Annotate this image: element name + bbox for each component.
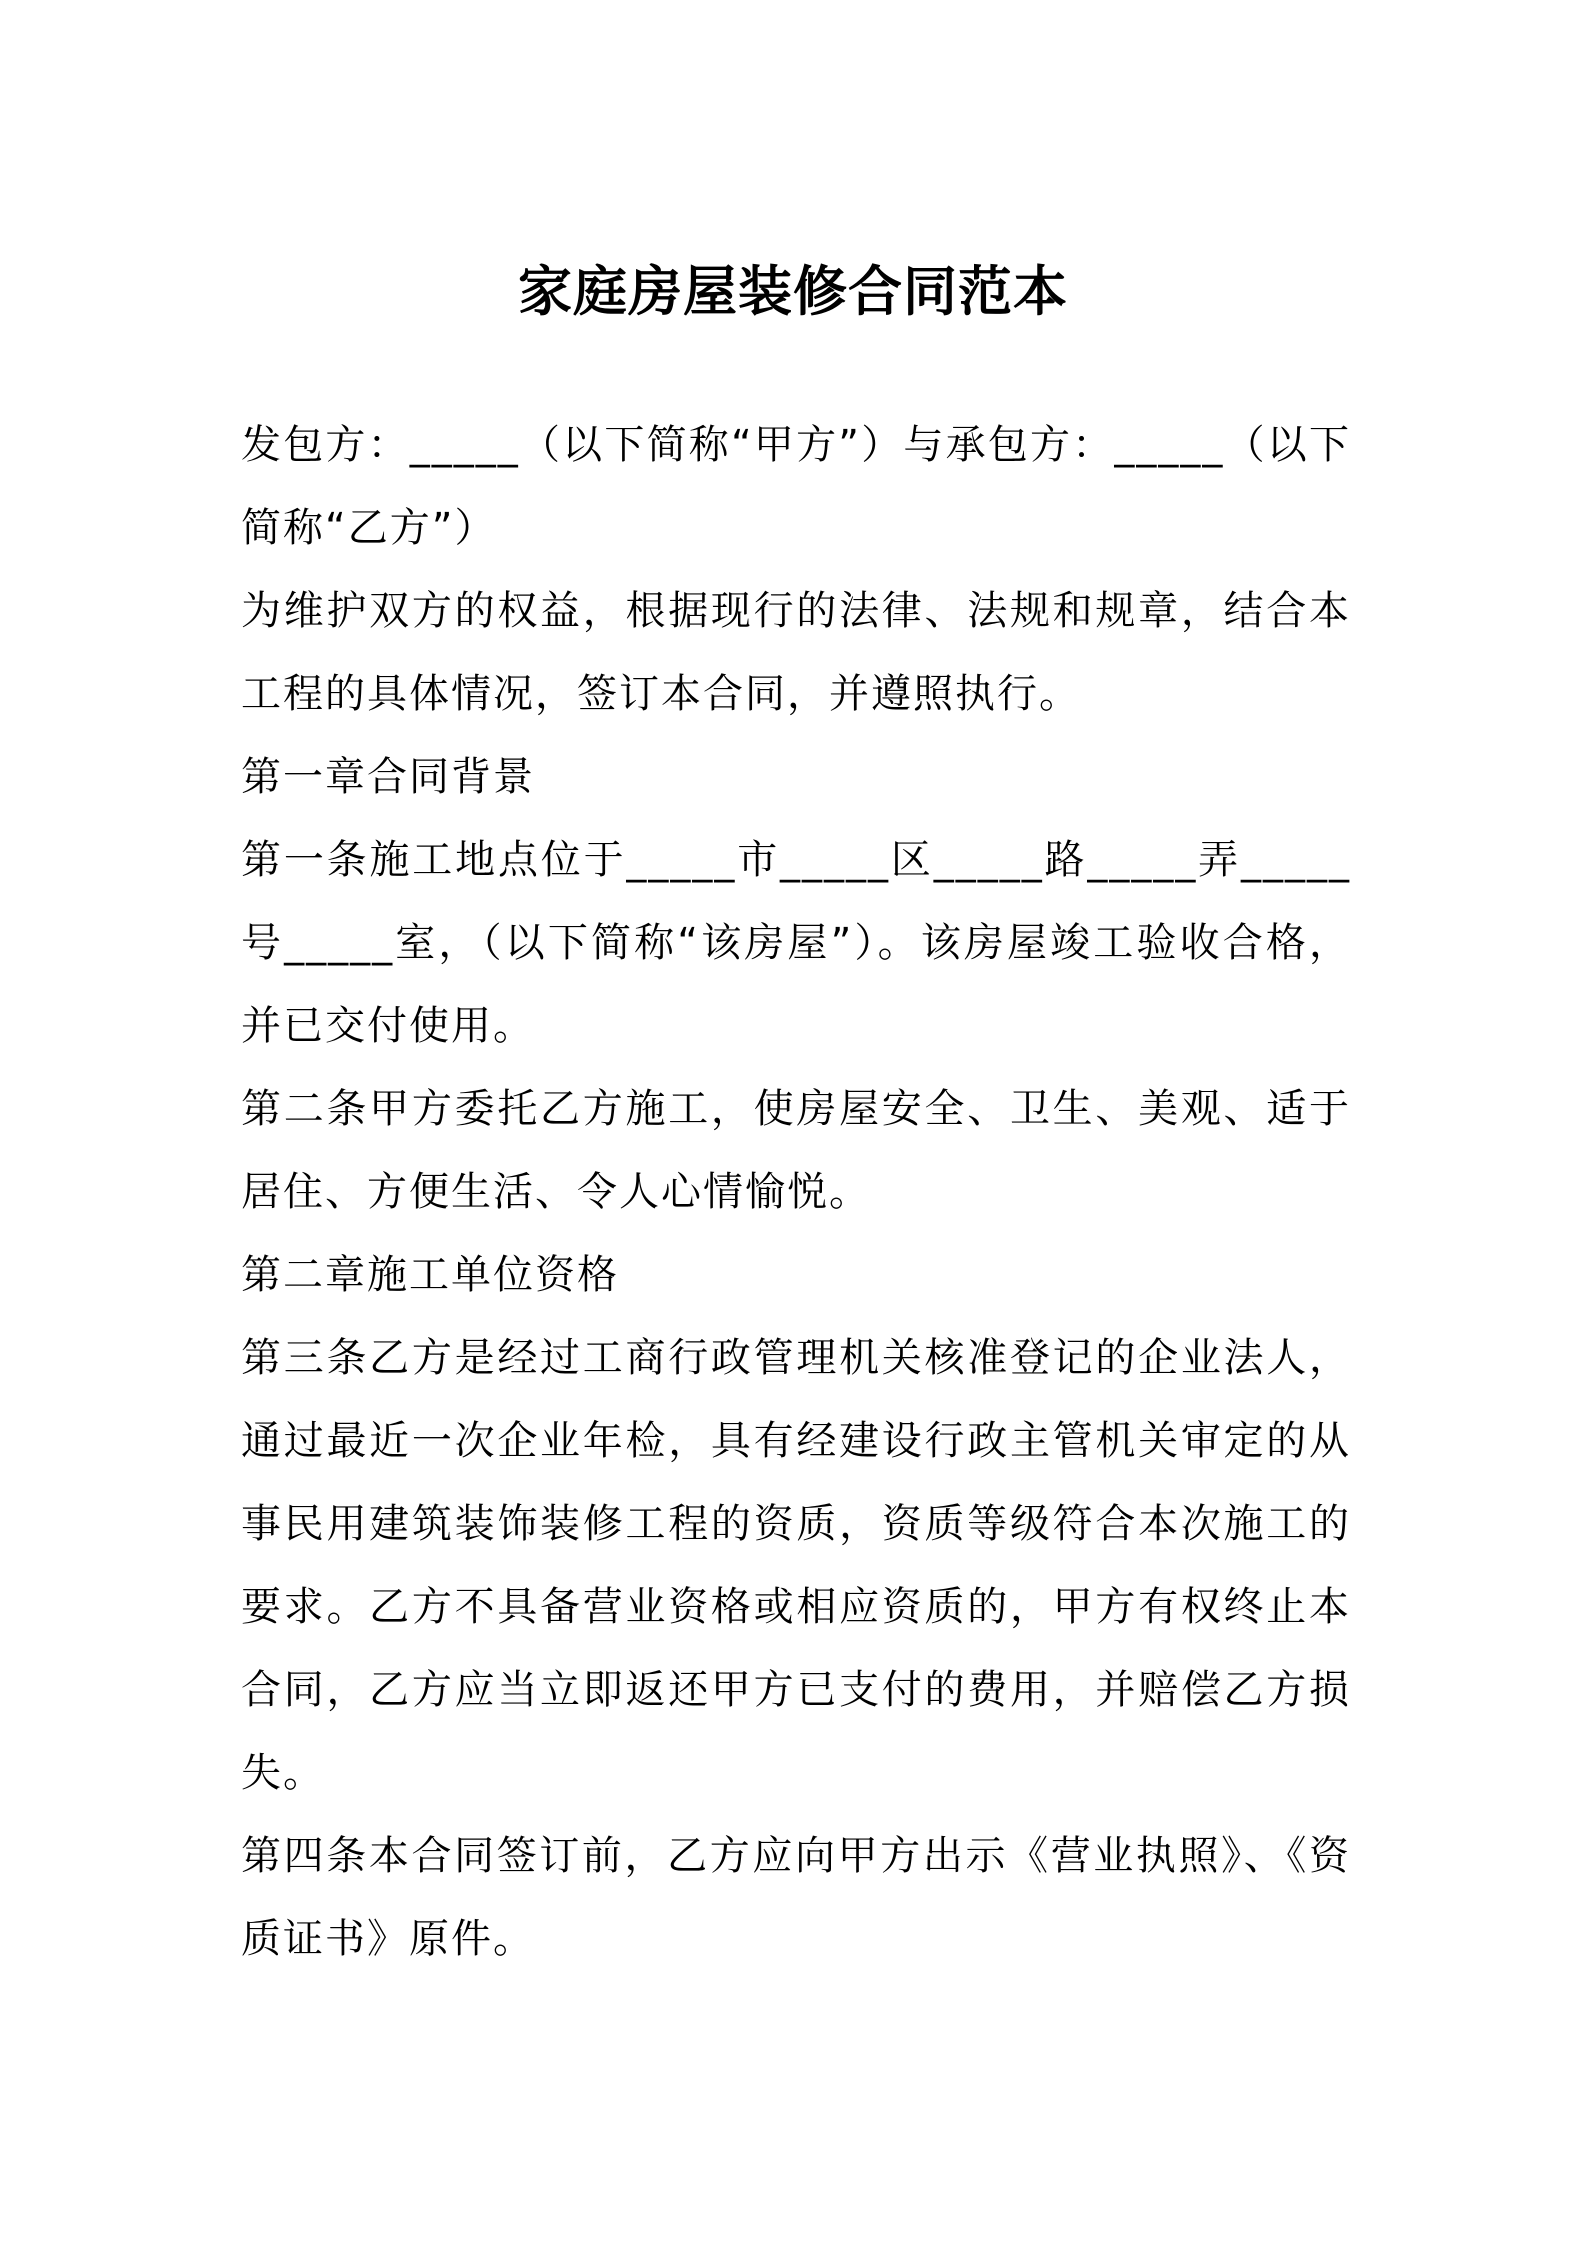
article-2-paragraph: 第二条甲方委托乙方施工，使房屋安全、卫生、美观、适于居住、方便生活、令人心情愉悦。 bbox=[241, 1086, 1351, 1215]
article-1-paragraph: 第一条施工地点位于_____市_____区_____路_____弄_____号_____室，（以下简称“该房屋”）。该房屋竣工验收合格，并已交付使用。 bbox=[241, 837, 1351, 1049]
chapter-1-heading: 第一章合同背景 bbox=[241, 754, 535, 800]
document-title: 家庭房屋装修合同范本 bbox=[518, 260, 1068, 323]
document-body bbox=[241, 404, 1351, 1981]
article-3-paragraph: 第三条乙方是经过工商行政管理机关核准登记的企业法人，通过最近一次企业年检，具有经建设行政主管机关审定的从事民用建筑装饰装修工程的资质，资质等级符合本次施工的要求。乙方不具备营业资格或相应资质的，甲方有权终止本合同，乙方应当立即返还甲方已支付的费用，并赔偿乙方损失。 bbox=[241, 1335, 1351, 1796]
party-intro-paragraph: 发包方：_____（以下简称“甲方”）与承包方：_____（以下简称“乙方”） bbox=[241, 422, 1351, 551]
chapter-2-heading: 第二章施工单位资格 bbox=[241, 1252, 619, 1298]
article-4-paragraph: 第四条本合同签订前，乙方应向甲方出示《营业执照》、《资质证书》原件。 bbox=[241, 1833, 1351, 1962]
preamble-paragraph: 为维护双方的权益，根据现行的法律、法规和规章，结合本工程的具体情况，签订本合同，并遵照执行。 bbox=[241, 588, 1351, 717]
